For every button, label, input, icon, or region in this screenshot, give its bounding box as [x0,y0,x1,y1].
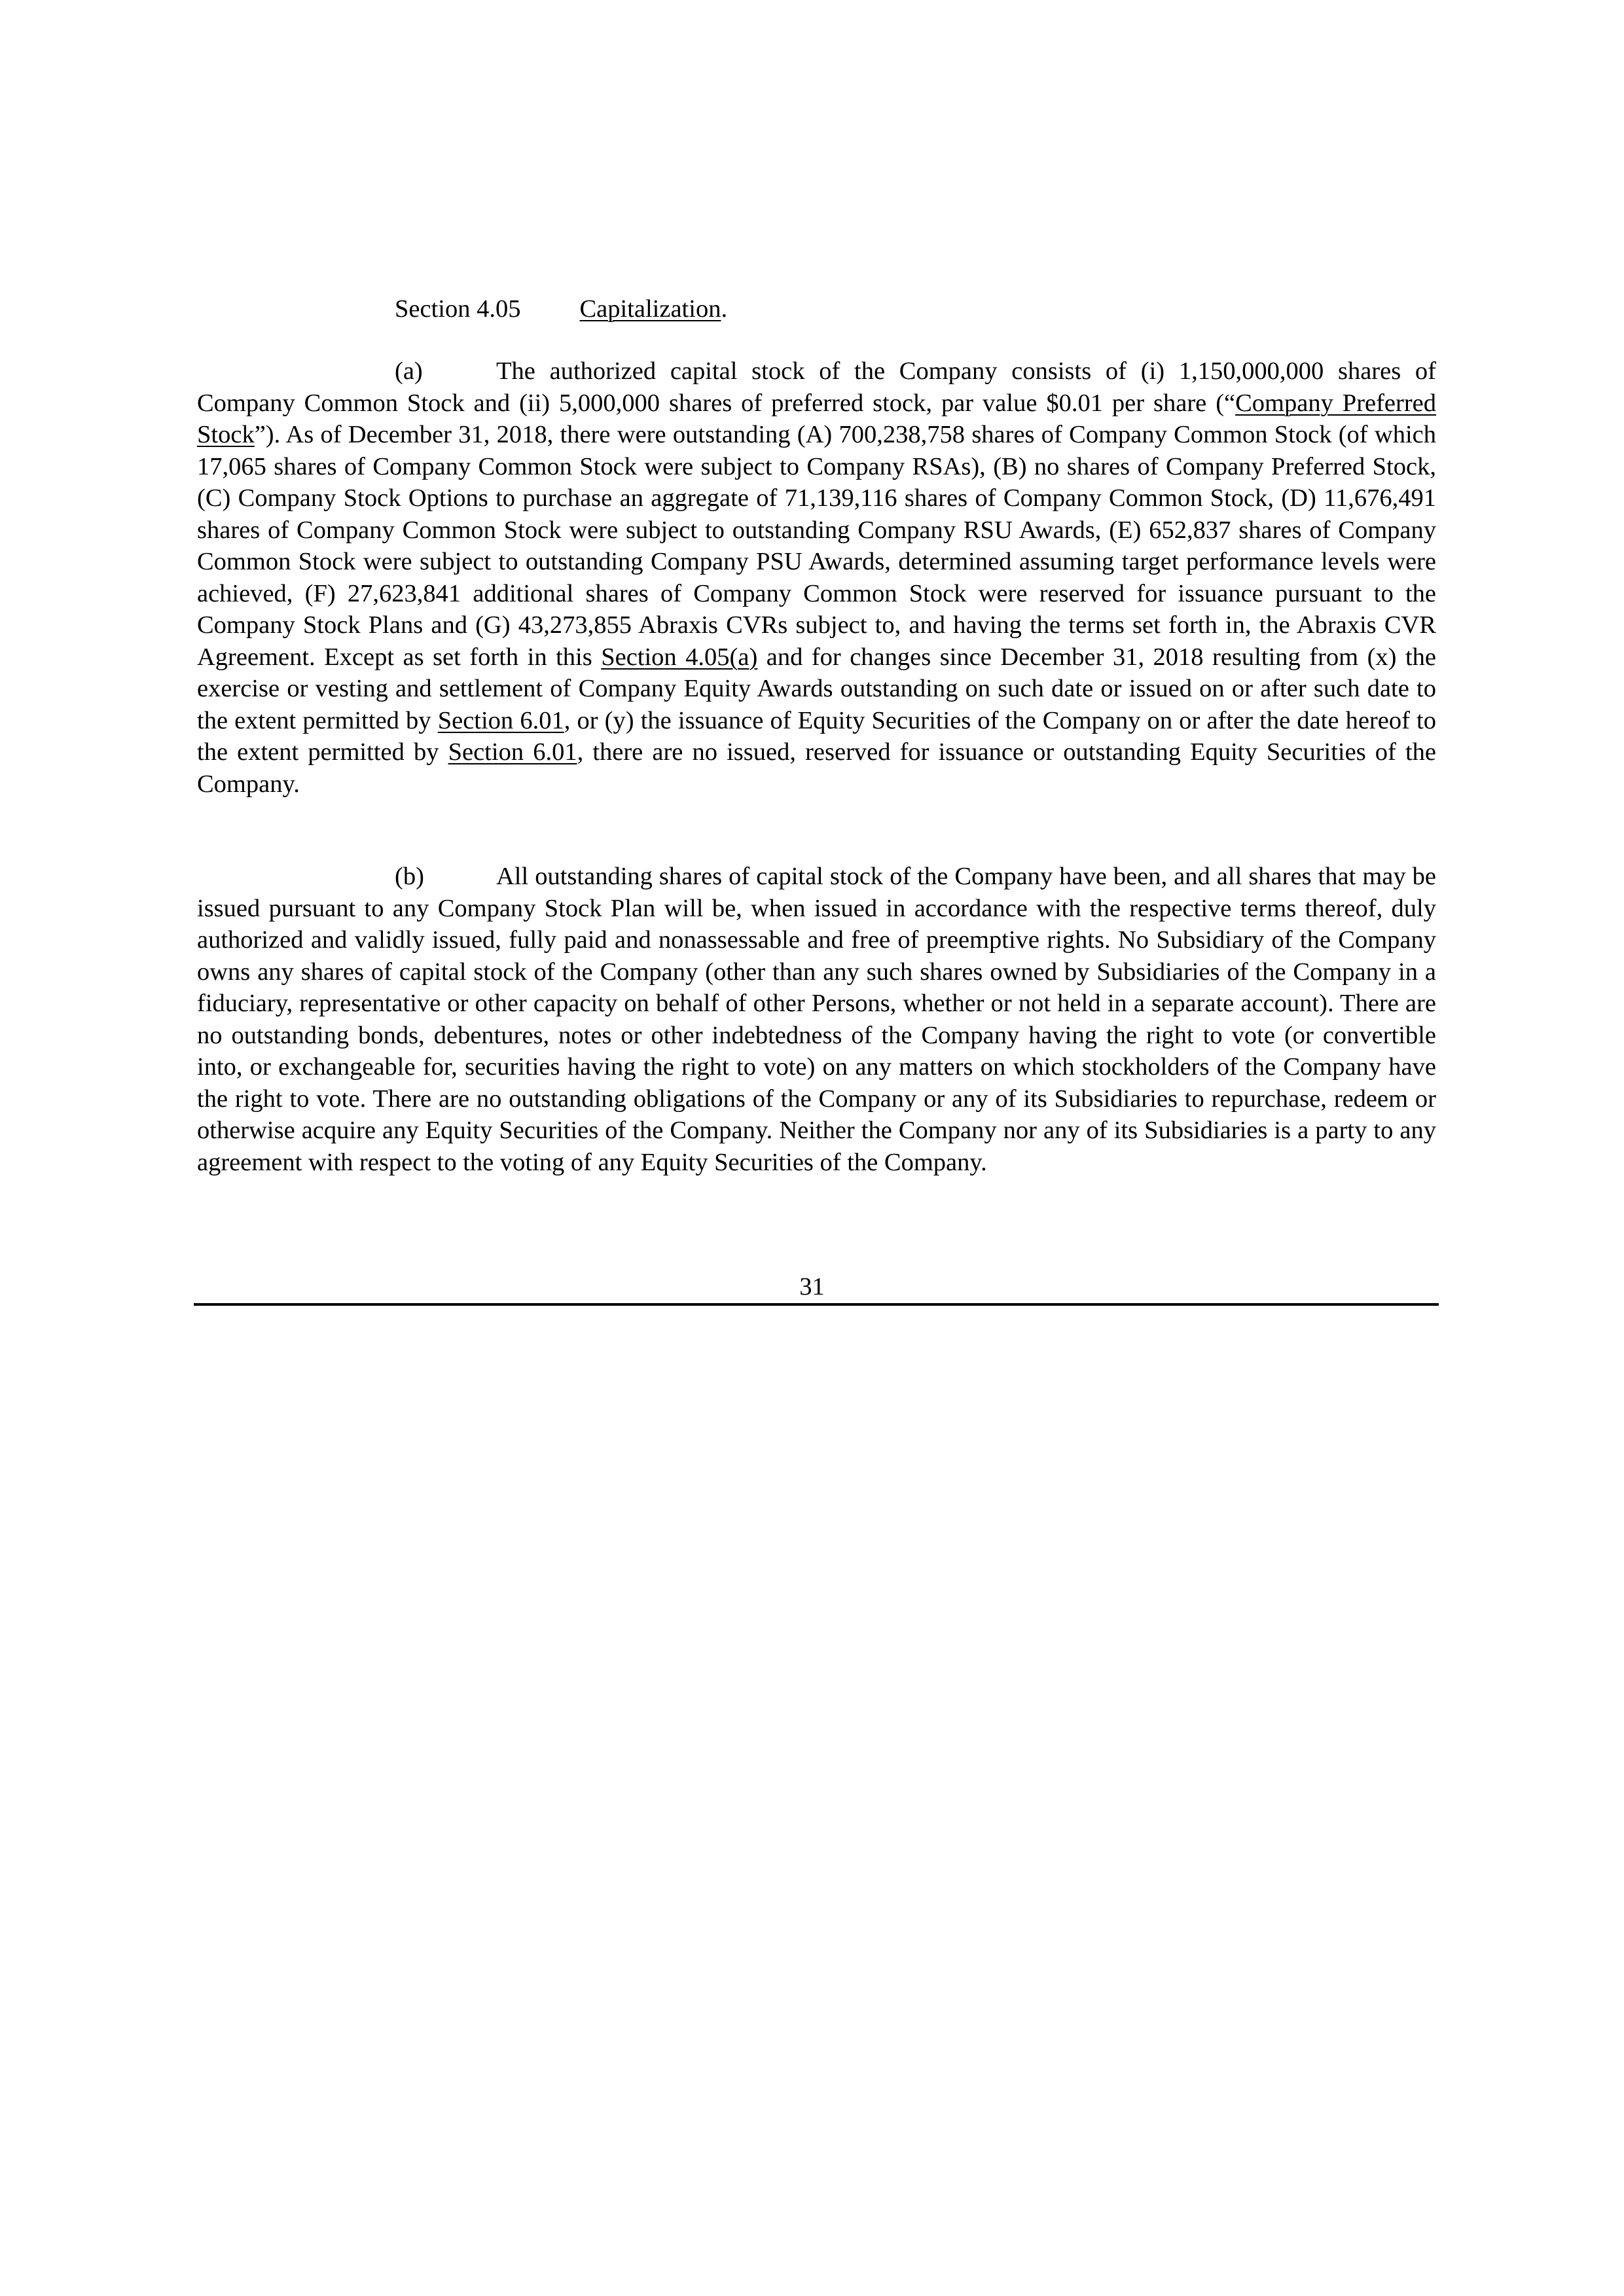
footer-rule [194,1303,1439,1306]
section-reference-4-05a: Section 4.05(a) [601,643,758,671]
section-reference-6-01-second: Section 6.01 [448,738,577,766]
defined-term-company-preferred-stock: Company Preferred Stock [197,389,1436,448]
paragraph-a-text-1: The authorized capital stock of the Company consists of (i) 1,150,000,000 shares of Company Common Stock and (ii) 5,000,000 shares of preferred stock, par value $0.01 per share (“ [197,357,1436,417]
section-title: Capitalization [579,295,721,323]
section-reference-6-01: Section 6.01 [437,706,564,734]
paragraph-a-text-3: and for changes since December 31, 2018 resulting from (x) the exercise or vesting and settlement of Company Equity Awards outstanding on such date or issued on or after such date to the extent permitted by [197,643,1436,734]
paragraph-a [197,355,1436,800]
paragraph-a-label: (a) [395,357,423,385]
section-number: Section 4.05 [395,295,521,323]
paragraph-b-text: All outstanding shares of capital stock of the Company have been, and all shares that may be issued pursuant to any Company Stock Plan will be, when issued in accordance with the respective terms thereof, duly authorized and validly issued, fully paid and nonassessable and free of preemptive rights. No Subsidiary of the Company owns any shares of capital stock of the Company (other than any such shares owned by Subsidiaries of the Company in a fiduciary, representative or other capacity on behalf of other Persons, whether or not held in a separate account). There are no outstanding bonds, debentures, notes or other indebtedness of the Company having the right to vote (or convertible into, or exchangeable for, securities having the right to vote) on any matters on which stockholders of the Company have the right to vote. There are no outstanding obligations of the Company or any of its Subsidiaries to repurchase, redeem or otherwise acquire any Equity Securities of the Company. Neither the Company nor any of its Subsidiaries is a party to any agreement with respect to the voting of any Equity Securities of the Company. [197,863,1436,1176]
section-heading [395,293,727,325]
paragraph-b [197,861,1436,1178]
section-title-period: . [721,295,728,323]
paragraph-a-text-2: ”). As of December 31, 2018, there were outstanding (A) 700,238,758 shares of Company Common Stock (of which 17,065 shares of Company Common Stock were subject to Company RSAs), (B) no shares of Company Preferred Stock, (C) Company Stock Options to purchase an aggregate of 71,139,116 shares of Company Common Stock, (D) 11,676,491 shares of Company Common Stock were subject to outstanding Company RSU Awards, (E) 652,837 shares of Company Common Stock were subject to outstanding Company PSU Awards, determined assuming target performance levels were achieved, (F) 27,623,841 additional shares of Company Common Stock were reserved for issuance pursuant to the Company Stock Plans and (G) 43,273,855 Abraxis CVRs subject to, and having the terms set forth in, the Abraxis CVR Agreement. Except as set forth in this [197,421,1436,671]
paragraph-b-label: (b) [395,863,424,890]
paragraph-a-text-5: , there are no issued, reserved for issuance or outstanding Equity Securities of the Company. [197,738,1437,798]
page-number: 31 [799,1273,825,1300]
paragraph-a-text-4: , or (y) the issuance of Equity Securities of the Company on or after the date hereof to the extent permitted by [197,706,1436,766]
